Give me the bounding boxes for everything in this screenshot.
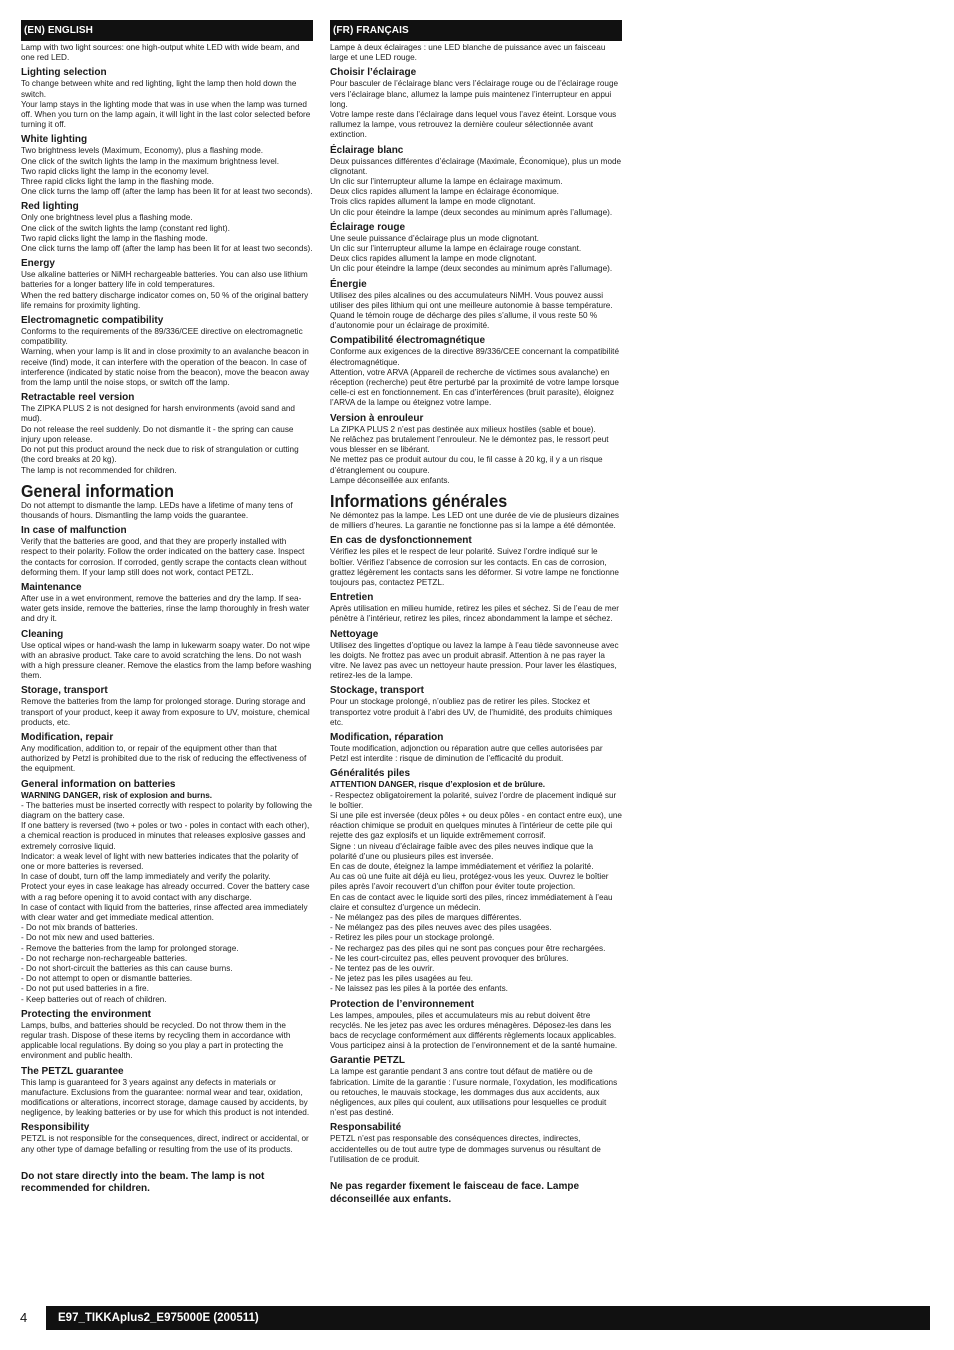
section-text: Les lampes, ampoules, piles et accumulateurs mis au rebut doivent être recyclés. Ne les jetez pas avec les ordures ménagères. Déposez-les dans les bacs de recyclage conformément aux différents règlements locaux applicables. Vous participez ainsi à la protection de l’environnement et de la santé humaine. [330,1010,618,1051]
general-information-title: General information [21,480,174,501]
section-text: PETZL is not responsible for the consequences, direct, indirect or accidental, or any other type of damage befalling or resulting from the use of its products. [21,1134,309,1154]
section-text: La lampe est garantie pendant 3 ans contre tout défaut de matière ou de fabrication. Limite de la garantie : l’usure normale, l’oxydation, les modifications ou retouches, le mauvais stockage, les dommages dus aux accidents, aux négligences, aux piles qui coulent, aux utilisations pour lesquelles ce produit n’est pas destiné. [330,1067,618,1118]
section-text: Conforms to the requirements of the 89/336/CEE directive on electromagnetic compatibility. Warning, when your lamp is lit and in close proximity to an avalanche beacon in receive (find) mode, it can interfere with the operation of the beacon. In case of interference (indicated by static noise from the beacon), move the beacon away from the lamp until the noise stops, or switch off the lamp. [21,327,310,388]
english-column [21,20,313,1196]
section-heading: En cas de dysfonctionnement [330,535,472,547]
section-text: Lamps, bulbs, and batteries should be recycled. Do not throw them in the regular trash. Dispose of these items by recycling them in accordance with applicable local regulations. By doing so you play a part in protecting the environment and public health. [21,1020,291,1061]
section-text: Une seule puissance d’éclairage plus un mode clignotant. Un clic sur l’interrupteur allume la lampe en éclairage rouge constant. Deux clics rapides allument la lampe en mode clignotant. Un clic pour éteindre la lampe (deux secondes au minimum après l’allumage). [330,233,613,274]
section-heading: Énergie [330,278,367,290]
general-intro-text: Do not attempt to dismantle the lamp. LEDs have a lifetime of many tens of thousands of hours. Dismantling the lamp voids the guarantee. [21,500,293,520]
general-information-title: Informations générales [330,490,508,511]
section-text: Any modification, addition to, or repair of the equipment other than that authorized by Petzl is prohibited due to the risk of reducing the effectiveness of the equipment. [21,743,307,774]
section-heading: Storage, transport [21,685,108,697]
batteries-heading: General information on batteries [21,778,176,790]
section-heading: Éclairage blanc [330,144,404,156]
section-text: Toute modification, adjonction ou réparation autre que celles autorisées par Petzl est interdite : risque de diminution de l’efficacité du produit. [330,743,603,764]
section-heading: The PETZL guarantee [21,1065,124,1077]
section-text: The ZIPKA PLUS 2 is not designed for harsh environments (avoid sand and mud). Do not release the reel suddenly. Do not dismantle it - the spring can cause injury upon release. Do not put this product around the neck due to risk of strangulation or cutting (the cord breaks at 20 kg). The lamp is not recommended for children. [21,404,299,475]
section-text: Conforme aux exigences de la directive 89/336/CEE concernant la compatibilité électromagnétique. Attention, votre ARVA (Appareil de recherche de victimes sous avalanche) en réception (recherche) peut être perturbé par la proximité de votre lampe lorsque celle-ci est en fonctionnement. En cas d’interférences (bruit parasite), éloignez l’ARVA de la lampe ou éteignez votre lampe. [330,347,619,408]
footer-bar [46,1306,930,1330]
sections-1 [21,67,313,475]
section-text: Only one brightness level plus a flashing mode. One click of the switch lights the lamp (constant red light). Two rapid clicks light the lamp in the flashing mode. One click turns the lamp off (after the lamp has been lit for at least two seconds). [21,213,313,254]
french-column [330,20,622,1206]
page-footer [0,1306,954,1330]
section-heading: Protection de l’environnement [330,998,474,1010]
section-heading: Cleaning [21,628,64,640]
sections-2 [330,535,622,764]
document-code: E97_TIKKAplus2_E975000E (200511) [58,1312,259,1324]
page-number: 4 [20,1310,28,1325]
section-text: Après utilisation en milieu humide, retirez les piles et séchez. Si de l’eau de mer pénètre à l’intérieur, retirez les piles, rincez abondamment la lampe et séchez. [330,604,619,624]
section-heading: Maintenance [21,581,82,593]
section-text: Two brightness levels (Maximum, Economy), plus a flashing mode. One click of the switch lights the lamp in the maximum brightness level. Two rapid clicks light the lamp in the economy level. Three rapid clicks light the lamp in the flashing mode. One click turns the lamp off (after the lamp has been lit for at least two seconds). [21,146,313,197]
intro-text: Lamp with two light sources: one high-output white LED with wide beam, and one red LED. [21,43,300,63]
sections-1 [330,67,622,486]
section-heading: Retractable reel version [21,392,135,404]
section-heading: Modification, repair [21,731,114,743]
section-heading: Red lighting [21,201,79,213]
section-text: Utilisez des lingettes d’optique ou lavez la lampe à l’eau tiède savonneuse avec les doigts. Ne frottez pas avec un produit abrasif. Attention à ne pas rayer la vitre. Ne lavez pas avec un nettoyeur haute pression. Pour laver les élastiques, retirez-les de la lampe. [330,640,619,681]
section-text: Verify that the batteries are good, and that they are properly installed with respect to their polarity. Follow the order indicated on the battery case. Inspect the contacts for corrosion. If corroded, gently scrape the contacts clean without deforming them. If your lamp still does not work, contact PETZL. [21,537,307,577]
section-heading: Nettoyage [330,628,379,640]
section-heading: Energy [21,258,55,270]
final-warning: Ne pas regarder fixement le faisceau de face. Lampe déconseillée aux enfants. [330,1181,579,1205]
section-heading: Modification, réparation [330,731,444,743]
section-heading: White lighting [21,134,88,146]
sections-3 [21,1009,313,1155]
section-heading: Protecting the environment [21,1008,152,1020]
section-text: Use optical wipes or hand-wash the lamp in lukewarm soapy water. Do not wipe with an abrasive product. Take care to avoid scratching the lens. Do not wash with a high pressure cleaner. Remove the elastics from the lamp before washing them. [21,640,312,681]
batteries-warning: ATTENTION DANGER, risque d’explosion et de brûlure. [330,780,546,790]
section-text: To change between white and red lighting, light the lamp then hold down the switch. Your lamp stays in the lighting mode that was in use when the lamp was turned off. When you turn on the lamp again, it will light in the last color selected before turning it off. [21,79,311,130]
section-heading: Responsibility [21,1122,90,1134]
section-text: Pour un stockage prolongé, n’oubliez pas de retirer les piles. Stockez et transportez votre produit à l’abri des UV, de l’humidité, des produits chimiques etc. [330,697,613,727]
section-text: Utilisez des piles alcalines ou des accumulateurs NiMH. Vous pouvez aussi utiliser des piles lithium qui ont une meilleure autonomie à basse température. Quand le témoin rouge de décharge des piles s’allume, il vous reste 50 % d’autonomie pour un éclairage de proximité. [330,290,613,331]
section-heading: Garantie PETZL [330,1055,406,1067]
intro-text: Lampe à deux éclairages : une LED blanche de puissance avec un faisceau large et une LED rouge. [330,43,606,63]
section-heading: Version à enrouleur [330,412,424,424]
section-heading: Stockage, transport [330,685,424,697]
section-text: Pour basculer de l’éclairage blanc vers l’éclairage rouge ou de l’éclairage rouge vers l’éclairage blanc, allumez la lampe puis maintenez l’interrupteur en appui long. Votre lampe reste dans l’éclairage dans lequel vous l’avez éteint. Lorsque vous rallumez la lampe, vous retrouvez la dernière couleur sélectionnée avant extinction. [330,79,619,140]
section-heading: Éclairage rouge [330,221,406,233]
language-header-fr: (FR) FRANÇAIS [330,20,622,41]
batteries-heading: Généralités piles [330,768,411,780]
section-text: Use alkaline batteries or NiMH rechargeable batteries. You can also use lithium batteries for a longer battery life in cold temperatures. When the red battery discharge indicator comes on, 50 % of the original battery life remains for proximity lighting. [21,270,309,310]
batteries-text: - The batteries must be inserted correctly with respect to polarity by following the diagram on the battery case. If one battery is reversed (two + poles or two - poles in contact with each other), a chemical reaction is produced in minutes that releases explosive gasses and extremely corrosive liquid. Indicator: a weak level of light with new batteries indicates that the polarity of one or more batteries is reversed. In case of doubt, turn off the lamp immediately and verify the polarity. Protect your eyes in case leakage has already occurred. Cover the battery case with a rag before opening it to avoid contact with any discharge. In case of contact with liquid from the batteries, rinse affected area immediately with clear water and get immediate medical attention. - Do not mix brands of batteries. - Do not mix new and used batteries. - Remove the batteries from the lamp for prolonged storage. - Do not recharge non-rechargeable batteries. - Do not short-circuit the batteries as this can cause burns. - Do not attempt to open or dismantle batteries. - Do not put used batteries in a fire. - Keep batteries out of reach of children. [21,800,313,1004]
section-text: After use in a wet environment, remove the batteries and dry the lamp. If sea-water gets inside, remove the batteries, rinse the lamp thoroughly in fresh water and dry it. [21,593,310,624]
section-text: Deux puissances différentes d’éclairage (Maximale, Économique), plus un mode clignotant. Un clic sur l’interrupteur allume la lampe en éclairage maximum. Deux clics rapides allument la lampe en éclairage économique. Trois clics rapides allument la lampe en mode clignotant. Un clic pour éteindre la lampe (deux secondes au minimum après l’allumage). [330,156,622,217]
section-heading: Responsabilité [330,1122,402,1134]
section-text: La ZIPKA PLUS 2 n’est pas destinée aux milieux hostiles (sable et boue). Ne relâchez pas brutalement l’enrouleur. Ne le démontez pas, le ressort peut vous blesser en se libérant. Ne mettez pas ce produit autour du cou, le fil casse à 20 kg, il y a un risque d’étranglement ou coupure. Lampe déconseillée aux enfants. [330,424,609,485]
section-heading: Electromagnetic compatibility [21,315,164,327]
section-heading: Compatibilité électromagnétique [330,335,486,347]
sections-2 [21,525,313,774]
section-heading: Choisir l’éclairage [330,67,417,79]
batteries-text: - Respectez obligatoirement la polarité, suivez l’ordre de placement indiqué sur le boîtier. Si une pile est inversée (deux pôles + ou deux pôles - en contact entre eux), une réaction chimique se produit en quelques minutes à l’intérieur de cette pile qui rejette des gaz explosifs et un liquide extrêmement corrosif. Signe : un niveau d’éclairage faible avec des piles neuves indique que la polarité d’une ou plusieurs piles est inversée. En cas de doute, éteignez la lampe immédiatement et vérifiez la polarité. Au cas où une fuite ait déjà eu lieu, protégez-vous les yeux. Ouvrez le boîtier piles après l’avoir recouvert d’un chiffon pour éviter toute projection. En cas de contact avec le liquide sorti des piles, rincez immédiatement à l’eau claire et consultez d’urgence un médecin. - Ne mélangez pas des piles de marques différentes. - Ne mélangez pas des piles neuves avec des piles usagées. - Retirez les piles pour un stockage prolongé. - Ne rechargez pas des piles qui ne sont pas conçues pour être rechargées. - Ne les court-circuitez pas, elles peuvent provoquer des brûlures. - Ne tentez pas de les ouvrir. - Ne jetez pas les piles usagées au feu. - Ne laissez pas les piles à la portée des enfants. [330,790,622,994]
section-text: Vérifiez les piles et le respect de leur polarité. Suivez l’ordre indiqué sur le boîtier. Vérifiez l’absence de corrosion sur les contacts. En cas de corrosion, grattez légèrement les contacts sans les déformer. Si votre lampe ne fonctionne toujours pas, contactez PETZL. [330,547,619,587]
final-warning: Do not stare directly into the beam. The lamp is not recommended for children. [21,1170,265,1195]
section-text: This lamp is guaranteed for 3 years against any defects in materials or manufacture. Exclusions from the guarantee: normal wear and tear, oxidation, modifications or alterations, incorrect storage, damage caused by accidents, by negligence, by leaking batteries or by use for which this product is not intended. [21,1077,310,1118]
section-heading: Entretien [330,592,374,604]
general-intro-text: Ne démontez pas la lampe. Les LED ont une durée de vie de plusieurs dizaines de milliers d’heures. La garantie ne fonctionne pas si la lampe a été démontée. [330,510,620,531]
sections-3 [330,999,622,1165]
section-text: PETZL n’est pas responsable des conséquences directes, indirectes, accidentelles ou de tout autre type de dommages survenus ou résultant de l’utilisation de ce produit. [330,1134,601,1164]
language-header-en: (EN) ENGLISH [21,20,313,41]
section-heading: In case of malfunction [21,525,127,537]
batteries-warning: WARNING DANGER, risk of explosion and burns. [21,790,213,800]
section-heading: Lighting selection [21,67,107,79]
section-text: Remove the batteries from the lamp for prolonged storage. During storage and transport of your product, keep it away from exposure to UV, moisture, chemical products, etc. [21,697,310,727]
